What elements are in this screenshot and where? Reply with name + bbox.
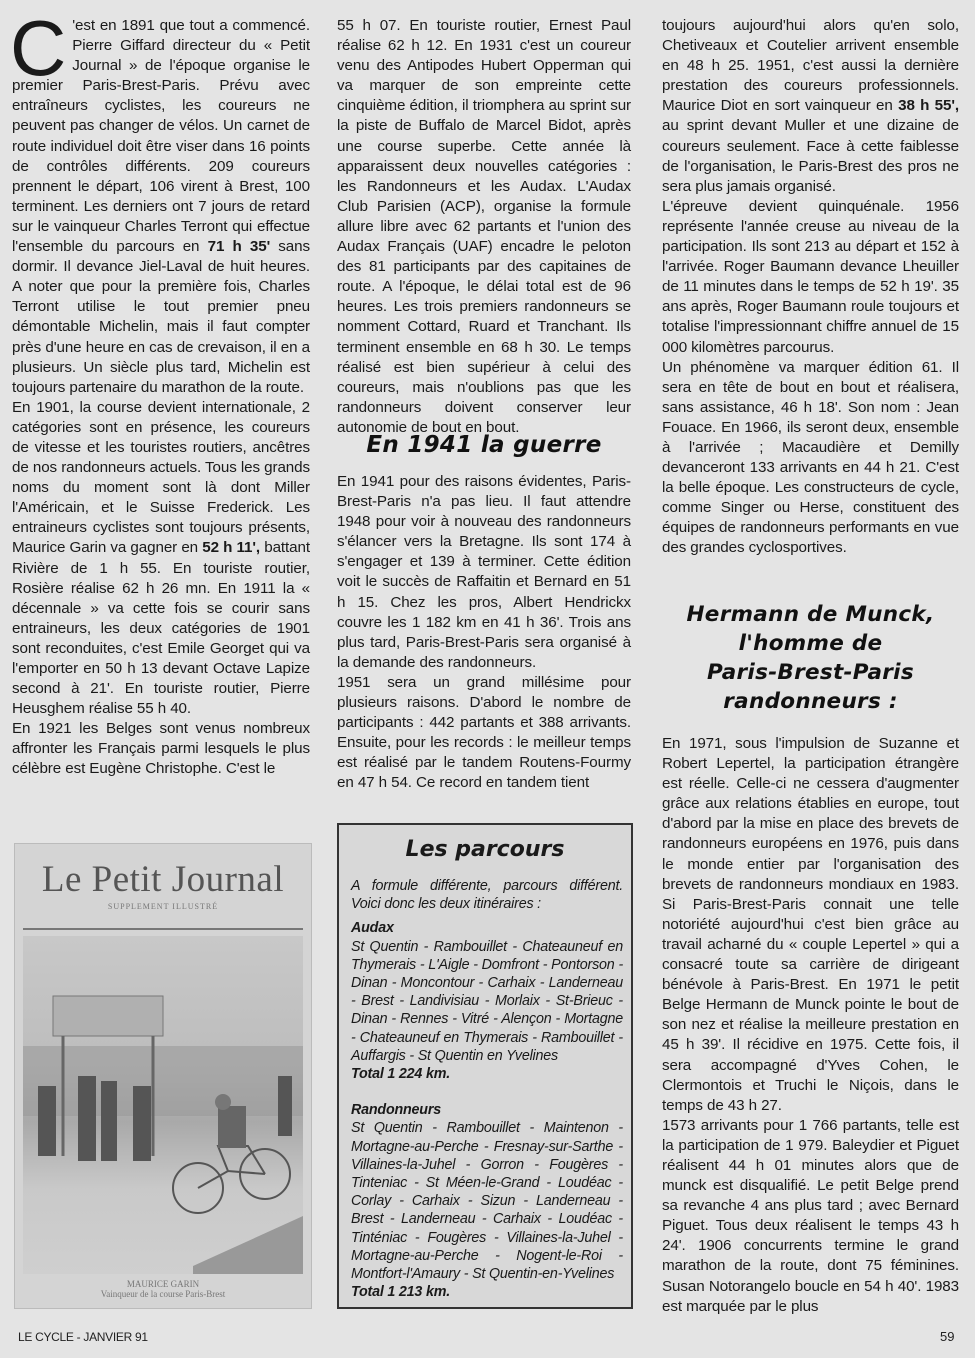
spacer xyxy=(351,1083,623,1095)
paragraph: En 1901, la course devient internationale, 2 catégories sont en présence, les coureurs de vitesse et les touristes routiers, ancêtres de nos randonneurs actuels. Tous les grands noms du moment sont là dont Miller l'Américain, et le Suisse Frederick. Les entraineurs cyclistes sont toujours présents, Maurice Garin va gagner en 52 h 11', battant Rivière de 1 h 55. En touriste routier, Rosière réalise 62 h 26 mn. En 1911 la « décennale » va cette fois se courir sans entraineurs, les deux catégories de 1901 sont reconduites, c'est Emile Georget qui va l'emporter en 50 h 13 devant Octave Lapize second à 21'. En touriste routier, Pierre Heusghem réalise 55 h 40. xyxy=(12,398,310,718)
paragraph: Un phénomène va marquer édition 61. Il sera en tête de bout en bout et réalisera, sans assistance, 46 h 18'. Son nom : Jean Fouace. En 1966, ils seront deux, ensemble à l'arrivée ; Macaudière et Demilly devanceront 133 arrivants en 44 h 21. C'est la belle époque. Les constructeurs de cycle, comme Singer ou Herse, constituent des équipes de randonneurs performants en vue des grandes cyclosportives. xyxy=(662,358,959,557)
paragraph: 1573 arrivants pour 1 766 partants, telle est la participation de 1 979. Baleydier et Piguet réalisent 44 h 01 minutes alors que de munck est disqualifié. Le petit Belge prend sa revanche 4 ans plus tard ; avec Bernard Piguet. Tous deux réalisent le temps 43 h 24'. 1906 concurrents termine le grand marathon de la route, dont 75 féminines. Susan Notorangelo boucle en 54 h 40'. 1983 est marquée par le plus xyxy=(662,1116,959,1315)
box-body xyxy=(351,877,623,1301)
parcours-sidebar-box xyxy=(337,823,633,1309)
paragraph: En 1971, sous l'impulsion de Suzanne et Robert Lepertel, la participation étrangère est réelle. Celle-ci ne cessera d'augmenter grâce aux relations établies en europe, tout d'abord par la mise en place des brevets de randonneurs européens en 1976, puis dans le monde entier par l'organisation des brevets de randonneurs mondiaux en 1983. Si Paris-Brest-Paris connait une telle notoriété aujourd'hui c'est bien grâce au travail acharné du « couple Lepertel » qui a consacré toute sa carrière de dirigeant bénévole à Paris-Brest. En 1971 le petit Belge Hermann de Munck pointe le bout de son nez et réalise la meilleure prestation en 45 h 39'. Il récidive en 1975. Cette fois, il sera accompagné d'Yves Cohen, le Clermontois et Truchi le Niçois, dans le temps de 43 h 27. xyxy=(662,735,959,1114)
article-column-2 xyxy=(337,16,631,438)
section-heading: Hermann de Munck, l'homme de Paris-Brest-Paris randonneurs : xyxy=(686,602,935,714)
paragraph: En 1941 pour des raisons évidentes, Paris-Brest-Paris n'a pas lieu. Il faut attendre 1948 pour voir à nouveau des randonneurs s'élancer vers la Bretagne. Ils sont 174 à s'engager et 139 à terminer. Cette édition voit le succès de Raffaitin et Bernard en 51 h 15. Chez les pros, Albert Hendrickx couvre les 1 182 km en 41 h 36'. Trois ans plus tard, Paris-Brest-Paris sera organisé à la demande des randonneurs. xyxy=(337,473,631,671)
section-heading: En 1941 la guerre xyxy=(366,432,602,458)
page-number: 59 xyxy=(940,1329,955,1344)
route-total: Total 1 224 km. xyxy=(351,1066,450,1083)
box-title: Les parcours xyxy=(405,837,565,862)
article-column-2-continued xyxy=(337,472,631,794)
cyclist-engraving xyxy=(23,936,303,1274)
paragraph: En 1921 les Belges sont venus nombreux affronter les Français parmi lesquels le plus célèbre est Eugène Christophe. C'est le xyxy=(12,720,310,778)
paragraph: 55 h 07. En touriste routier, Ernest Paul réalise 62 h 12. En 1931 c'est un coureur venu des Antipodes Hubert Opperman qui va marquer de son empreinte cette cinquième édition, il triomphera au sprint sur la piste de Buffalo de Marcel Bidot, après une course superbe. Cette année là apparaissent deux nouvelles catégories : les Randonneurs et les Audax. L'Audax Club Parisien (ACP), organise la formule allure libre avec 62 partants et l'union des Audax Français (UAF) encadre le peloton des 81 participants par des capitaines de route. A l'époque, le délai total est de 96 heures. Les trois premiers randonneurs se nomment Cottard, Ruard et Tranchant. Ils terminent ensemble en 68 h 30. Le temps réalisé est bien supérieur à celui des coureurs, mais n'oublions pas que les randonneurs doivent conserver leur autonomie de bout en bout. xyxy=(337,17,631,436)
route-stops: St Quentin - Rambouillet - Chateauneuf en Thymerais - L'Aigle - Domfront - Pontorson - Dinan - Moncontour - Carhaix - Landerneau - Brest - Landivisiau - Morlaix - St-Brieuc - Dinan - Rennes - Vitré - Alençon - Mortagne - Chateauneuf en Thymerais - Rambouillet - Auffargis - St Quentin en Yvelines xyxy=(351,938,623,1064)
route-name: Audax xyxy=(351,920,394,937)
route-total: Total 1 213 km. xyxy=(351,1284,450,1301)
publication-footer: LE CYCLE - JANVIER 91 xyxy=(18,1330,148,1344)
divider xyxy=(23,928,303,930)
paragraph: 1951 sera un grand millésime pour plusieurs raisons. D'abord le nombre de participants : 442 partants et 388 arrivants. Ensuite, pour les records : le meilleur temps est réalisé par le tandem Routens-Fourmy en 47 h 54. Ce record en tandem tient xyxy=(337,673,631,792)
article-column-3-continued xyxy=(662,734,959,1317)
paragraph: L'épreuve devient quinquénale. 1956 représente l'année creuse au niveau de la participation. Ils sont 213 au départ et 152 à l'arrivée. Roger Baumann devance Lheuiller de 11 minutes dans le temps de 52 h 19'. 35 ans après, Roger Baumann roule toujours et totalise l'impressionnant chiffre annuel de 15 000 kilomètres parcourus. xyxy=(662,197,959,356)
cyclist-scene-icon xyxy=(23,936,303,1274)
paragraph: toujours aujourd'hui alors qu'en solo, Chetiveaux et Coutelier arrivent ensemble en 48 h 25. 1951, c'est aussi la dernière prestation des coureurs professionnels. Maurice Diot en sort vainqueur en 38 h 55', au sprint devant Muller et une dizaine de coureurs seulement. Face à cette faiblesse de l'organisation, le Paris-Brest des pros ne sera plus jamais organisé. xyxy=(662,17,959,195)
masthead: Le Petit Journal xyxy=(41,859,285,900)
masthead-subtitle: SUPPLEMENT ILLUSTRÉ xyxy=(107,902,219,911)
petit-journal-illustration xyxy=(14,843,312,1309)
paragraph: C 'est en 1891 que tout a commencé. Pierre Giffard directeur du « Petit Journal » de l'époque organise le premier Paris-Brest-Paris. Prévu avec entraîneurs cyclistes, les coureurs ne peuvent pas changer de vélos. Un carnet de route individuel doit être viser dans 16 points de contrôles différents. 209 coureurs prennent le départ, 106 virent à Brest, 100 terminent. Les derniers ont 7 jours de retard sur le vainqueur Charles Terront qui effectue l'ensemble du parcours en 71 h 35' sans dormir. Il devance Jiel-Laval de huit heures. A noter que pour la première fois, Charles Terront utilise le tout premier pneu démontable Michelin, mais il faut compter près d'une heure en cas de crevaison, il en a plusieurs. Un siècle plus tard, Michelin est toujours partenaire du marathon de la route. xyxy=(10,4,310,396)
article-column-1 xyxy=(10,4,310,780)
route-stops: St Quentin - Rambouillet - Maintenon - Mortagne-au-Perche - Fresnay-sur-Sarthe - Villaines-la-Juhel - Gorron - Fougères - Tinteniac - St Méen-le-Grand - Loudéac - Corlay - Carhaix - Sizun - Landerneau - Brest - Landerneau - Carhaix - Loudéac - Tinténiac - Fougères - Villaines-la-Juhel - Mortagne-au-Perche - Nogent-le-Roi - Montfort-l'Amaury - St Quentin-en-Yvelines xyxy=(351,1120,623,1283)
box-intro: A formule différente, parcours différent. Voici donc les deux itinéraires : xyxy=(351,878,623,913)
drop-cap: C xyxy=(10,4,67,92)
illustration-caption: MAURICE GARIN Vainqueur de la course Paris-Brest xyxy=(100,1279,226,1299)
route-name: Randonneurs xyxy=(351,1102,441,1119)
article-column-3 xyxy=(662,16,959,559)
